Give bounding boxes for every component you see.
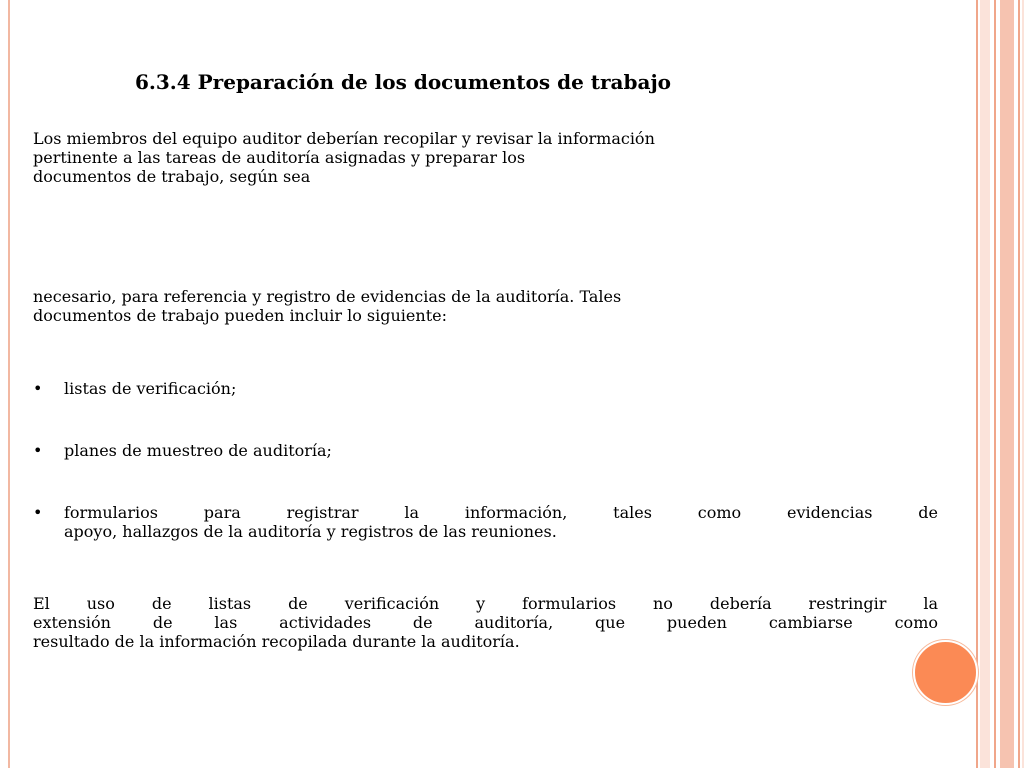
stripe <box>976 0 978 768</box>
text-line: extensión de las actividades de auditoría, que pueden cambiarse como <box>33 613 938 632</box>
list-item-text <box>64 379 938 398</box>
text-line: planes de muestreo de auditoría; <box>64 441 332 460</box>
stripe <box>994 0 996 768</box>
text-line: pertinente a las tareas de auditoría asignadas y preparar los <box>33 148 526 167</box>
stripe <box>1018 0 1020 768</box>
text-line: apoyo, hallazgos de la auditoría y registros de las reuniones. <box>64 522 557 541</box>
text-line: formularios para registrar la información, tales como evidencias de <box>64 503 938 522</box>
orange-circle-decoration <box>913 640 978 705</box>
bullet-icon: • <box>33 441 43 460</box>
text-line: documentos de trabajo, según sea <box>33 167 311 186</box>
bullet-icon: • <box>33 379 43 398</box>
text-line: listas de verificación; <box>64 379 237 398</box>
paragraph-continuation <box>33 287 938 325</box>
stripe <box>980 0 990 768</box>
stripe <box>1000 0 1014 768</box>
bullet-icon: • <box>33 503 43 522</box>
left-decorative-line <box>8 0 10 768</box>
text-line: Los miembros del equipo auditor deberían recopilar y revisar la información <box>33 129 655 148</box>
paragraph-intro <box>33 129 938 186</box>
paragraph-closing <box>33 594 938 651</box>
text-line: resultado de la información recopilada durante la auditoría. <box>33 632 520 651</box>
section-heading: 6.3.4 Preparación de los documentos de trabajo <box>135 70 672 94</box>
text-line: necesario, para referencia y registro de evidencias de la auditoría. Tales <box>33 287 622 306</box>
right-decorative-stripes <box>976 0 1024 768</box>
text-line: documentos de trabajo pueden incluir lo siguiente: <box>33 306 447 325</box>
list-item-text <box>64 441 938 460</box>
list-item-text <box>64 503 938 541</box>
text-line: El uso de listas de verificación y formularios no debería restringir la <box>33 594 938 613</box>
